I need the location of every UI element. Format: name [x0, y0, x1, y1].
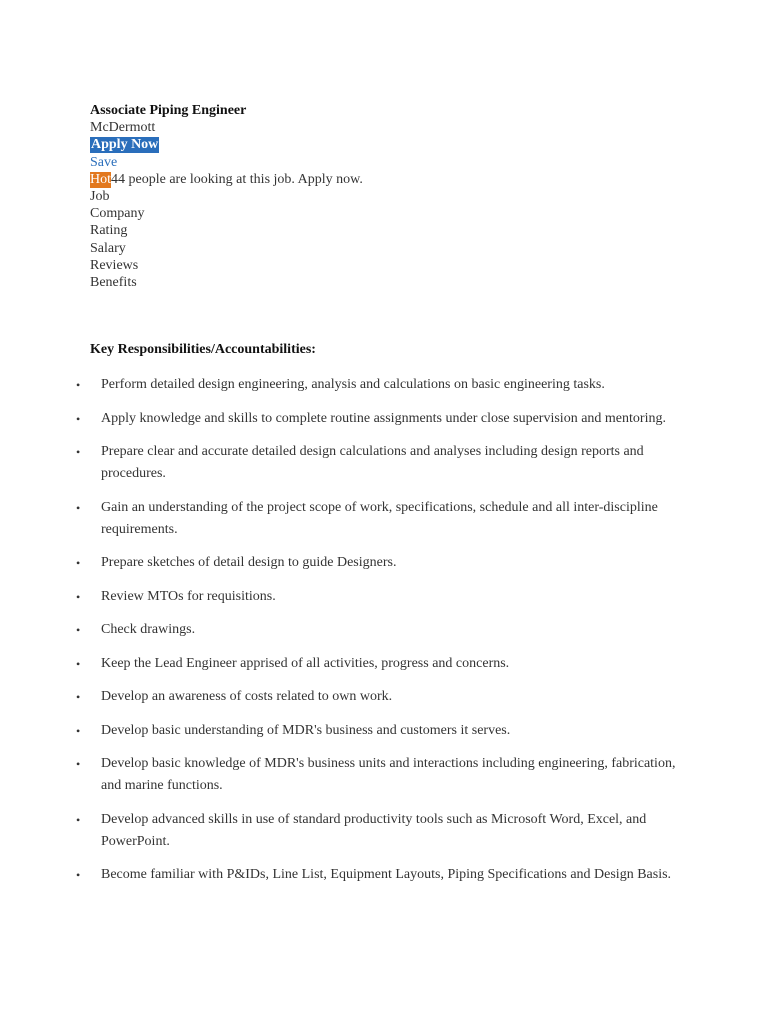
tab-benefits[interactable]: Benefits [90, 275, 137, 291]
list-item [0, 497, 690, 541]
list-item-text: Review MTOs for requisitions. [101, 588, 276, 604]
bullet-icon: • [76, 723, 81, 738]
job-title: Associate Piping Engineer [90, 103, 247, 118]
list-item-text: Keep the Lead Engineer apprised of all activities, progress and concerns. [101, 655, 510, 671]
hot-notice [90, 171, 690, 188]
bullet-icon: • [76, 500, 81, 515]
list-item [0, 686, 690, 708]
job-tabs [90, 188, 690, 291]
tab-salary[interactable]: Salary [90, 240, 126, 256]
list-item-text: Check drawings. [101, 622, 196, 637]
list-item-text: Become familiar with P&IDs, Line List, Equipment Layouts, Piping Specifications and Design Basis. [101, 867, 672, 882]
bullet-icon: • [76, 445, 81, 459]
tab-job[interactable]: Job [90, 189, 110, 205]
list-item-text: Perform detailed design engineering, analysis and calculations on basic engineering tasks. [101, 377, 605, 392]
company-name: McDermott [90, 120, 156, 136]
bullet-icon: • [76, 623, 81, 637]
bullet-icon: • [76, 656, 81, 671]
list-item [0, 374, 690, 396]
save-link[interactable]: Save [90, 154, 118, 170]
responsibilities-list [0, 374, 690, 898]
bullet-icon: • [76, 757, 81, 771]
list-item [0, 441, 690, 485]
list-item [0, 864, 690, 886]
bullet-icon: • [76, 589, 81, 604]
list-item-text: Prepare clear and accurate detailed design calculations and analyses including design reports and procedures. [101, 444, 644, 481]
list-item-text: Develop basic understanding of MDR's business and customers it serves. [101, 722, 511, 738]
job-header [90, 102, 690, 291]
hot-notice-text: 44 people are looking at this job. Apply now. [111, 171, 363, 187]
list-item-text: Develop basic knowledge of MDR's business units and interactions including engineering, fabrication, and marine functions. [101, 756, 676, 793]
list-item-text: Develop an awareness of costs related to own work. [101, 689, 393, 704]
list-item-text: Gain an understanding of the project scope of work, specifications, schedule and all inter-discipline requirements. [101, 499, 658, 537]
bullet-icon: • [76, 690, 81, 704]
hot-badge: Hot [90, 171, 111, 187]
list-item [0, 408, 690, 430]
tab-reviews[interactable]: Reviews [90, 257, 139, 273]
list-item [0, 653, 690, 675]
list-item-text: Prepare sketches of detail design to guide Designers. [101, 555, 397, 570]
tab-rating[interactable]: Rating [90, 223, 128, 239]
list-item-text: Develop advanced skills in use of standard productivity tools such as Microsoft Word, Excel, and PowerPoint. [101, 811, 647, 849]
list-item [0, 619, 690, 641]
list-item [0, 753, 690, 797]
list-item [0, 552, 690, 574]
responsibilities-heading: Key Responsibilities/Accountabilities: [90, 342, 316, 357]
tab-company[interactable]: Company [90, 206, 145, 222]
list-item [0, 586, 690, 608]
bullet-icon: • [76, 812, 81, 827]
bullet-icon: • [76, 556, 81, 570]
list-item-text: Apply knowledge and skills to complete routine assignments under close supervision and mentoring. [101, 410, 666, 426]
bullet-icon: • [76, 868, 81, 882]
bullet-icon: • [76, 411, 81, 426]
list-item [0, 809, 690, 853]
bullet-icon: • [76, 378, 81, 392]
apply-now-button[interactable]: Apply Now [91, 137, 159, 153]
list-item [0, 720, 690, 742]
apply-row [90, 136, 690, 153]
